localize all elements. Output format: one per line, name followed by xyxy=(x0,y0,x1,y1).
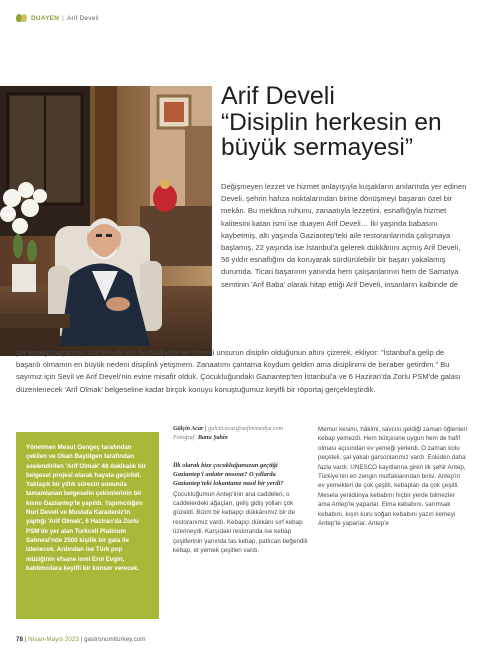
subsection-label: Arif Develi xyxy=(66,14,99,22)
interview-answer-continued: Memur kesimi, hâkimi, savcısı geldiği zaman öğlenleri kebap yemezdi. Hem bütçesine uygun hem de hafif olması açısından ev yemeği yerlerdi. O zaman kolu peçeteli, şal yakalı garsonlarımız vardı. Eskiden daha fazla vardı. UNESCO kayıtlarına giren ilk şehir Antep, Türkiye'nin en zengin mutfaklarından birisi. Antep'in ev yemekleri de çok çeşitli, kebapları da çok çeşitli. Mesela yenidünya kebabını hiçbir yerde bilmezler ama Antep'te yaparlar. Elma kebabını, sarımsak kebabını, kışın kuru soğan kebabını yazın kemeyi Antep'te yaparlar. Antep'e xyxy=(318,426,468,528)
interview-question: İlk olarak bize çocukluğunuzun geçtiği Gaziantep'i anlatır mısınız? O yıllarda Gaziantep'teki lokantanız nasıl bir yerdi? xyxy=(173,462,284,488)
section-label: DUAYEN xyxy=(31,14,60,22)
article-title xyxy=(221,84,471,160)
website-url: gastronomiturkey.com xyxy=(84,636,146,643)
portrait-photo xyxy=(0,86,212,356)
page-number: 78 xyxy=(16,636,24,643)
article-credits xyxy=(173,425,308,443)
interview-column-2 xyxy=(173,461,308,555)
photo-credit-label: Fotoğraf: xyxy=(173,435,197,441)
title-quote: “Disiplin herkesin en büyük sermayesi” xyxy=(221,109,442,161)
interview-answer: Çocukluğumun Antep'inin ana caddeleri, o caddelerdeki ağaçları, geliş gidiş yolları çok güzeldi. Bizim bir kebapçı dükkânımız bir de restoranımız vardı. Kebapçı dükkânı sırf kebap üzerineydi. Karşıdaki restoranda ise kebap çeşitlerinin yanında tas kebap, patlıcan beğendili kebap, et yemek çeşitleri vardı. xyxy=(173,490,308,555)
author-credit: Gülçin Acar | gulcin.acar@nefinemedya.com xyxy=(173,426,284,432)
photographer-name: Banu Şahin xyxy=(198,435,228,441)
title-name: Arif Develi xyxy=(221,82,335,110)
documentary-info-box xyxy=(16,432,159,619)
intro-paragraph-right: Değişmeyen lezzet ve hizmet anlayışıyla kuşakların anılarında yer edinen Develi, şehrin hafıza noktalarından birine dönüşmeyi başaran özel bir mekân. Bu mekâna ruhunu, zanaatıyla lezzetini, esnaflığıyla hizmet kalitesini katan ismi ise duayen Arif Develi… İki yaşında babasını kaybetmiş, altı yaşında Gaziantep'teki aile restoranlarında çalışmaya başlamış, 22 yaşında ise İstanbul'a gelerek dükkânını açmış Arif Develi, 56 yıldır esnaflığını da koruyarak sürdürülebilir bir başarı yakalamış durumda. Ticari başarının yanında hem çalışanlarının hem de Samatya semtinin 'Arif Baba' olarak hitap ettiği Arif Develi, insanların kalbinde de xyxy=(221,182,467,289)
issue-date: Nisan-Mayıs 2023 xyxy=(28,636,79,643)
page-header xyxy=(16,14,99,22)
photo-credit xyxy=(173,434,308,443)
footer-separator: | xyxy=(24,636,27,643)
intro-paragraph-full: yer etmeyi başarmış. Arif Develi tüm bu hikâyede en önemli unsurun disiplin olduğunun altını çizerek, ekliyor: "İstanbul'a gelip de başarılı olmamın en büyük nedeni disiplinli yetişmem. Zanaatımı çantama koydum geldim ama disiplinimi de beraber getirdim." Bu sayımız için Sevil ve Arif Develi'nin evine misafir olduk. Çocukluğundaki Gaziantep'ten İstanbul'a ve 6 Haziran'da Zorlu PSM'de galası düzenlenecek 'Arif Olmak' belgeseline kadar birçok konuyu konuştuğumuz keyifli bir röportaj gerçekleştirdik. xyxy=(16,348,461,394)
author-email: gulcin.acar@nefinemedya.com xyxy=(208,426,284,432)
documentary-info-text: Yönetmen Mesut Gengeç tarafından çekilen ve Okan Bayülgen tarafından seslendirilen 'Arif Olmak' 48 dakikalık bir belgesel projesi olarak hayata geçirildi. Yaklaşık bir yıllık sürecin sonunda tamamlanan belgeselin çekimlerinin bir kısmı Gaziantep'te yapıldı. Yapımcılığını Nuri Develi ve Mustafa Karadeniz'in yaptığı 'Arif Olmak', 6 Haziran'da Zorlu PSM'de yer alan Turkcell Platinum Sahnesi'nde 2500 kişilik bir gala ile izlenecek. Ardından ise Türk pop müziğinin efsane ismi Erol Evgin, katılımcılara keyifli bir konser verecek. xyxy=(26,444,146,572)
author-name: Gülçin Acar xyxy=(173,426,204,432)
interview-column-3 xyxy=(318,425,468,528)
page-footer xyxy=(16,636,146,643)
header-separator: | xyxy=(62,14,64,22)
footer-separator: | xyxy=(80,636,83,643)
magazine-logo-icon xyxy=(16,14,28,22)
